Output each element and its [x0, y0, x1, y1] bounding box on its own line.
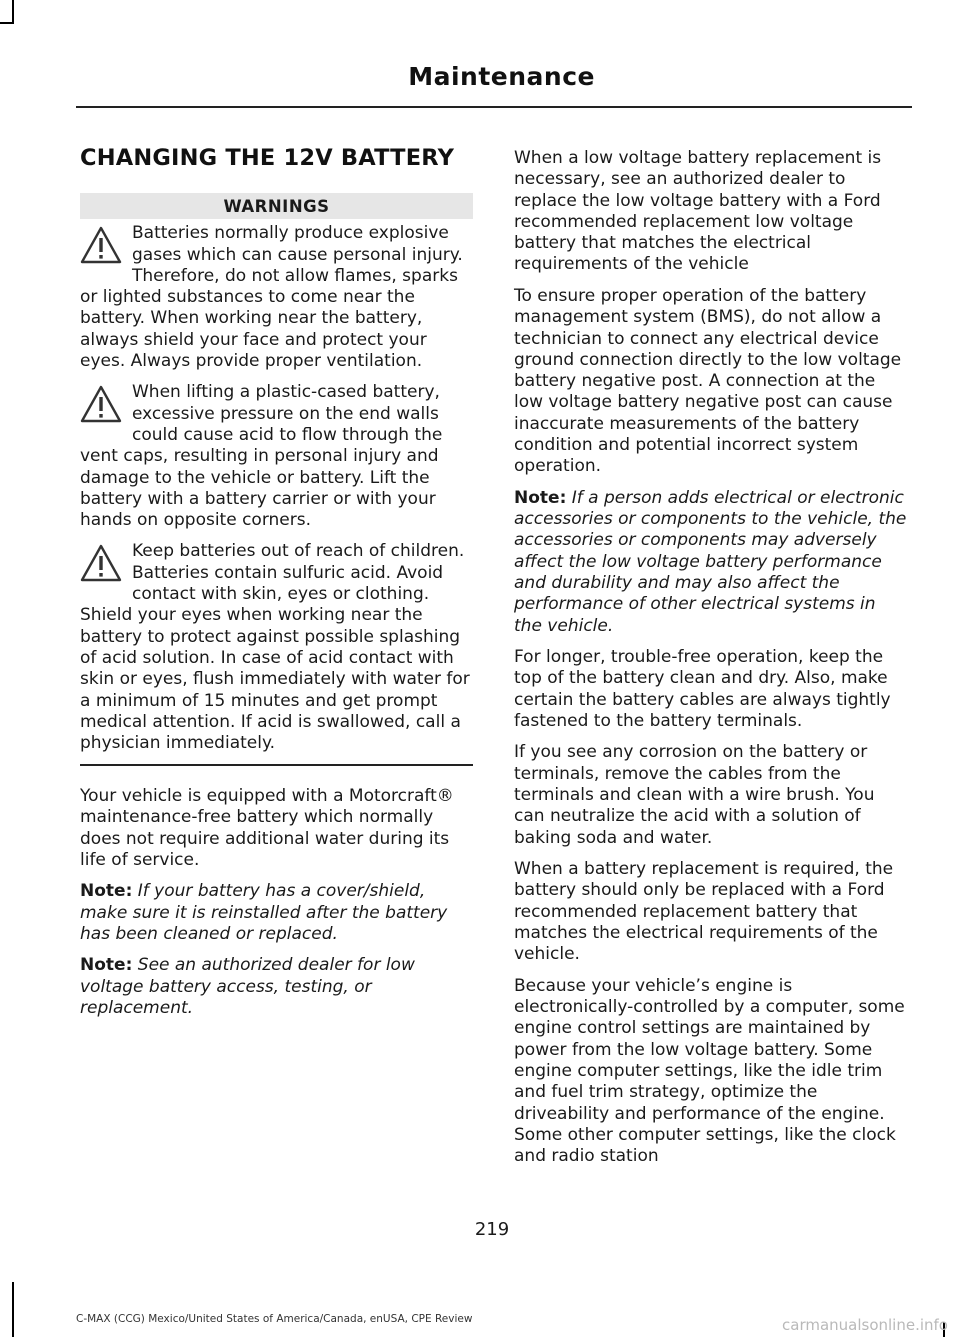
warnings-end-rule — [80, 764, 473, 766]
note-paragraph — [514, 488, 907, 637]
warning-item — [80, 223, 473, 372]
note-text: If your battery has a cover/shield, make sure it is reinstalled after the battery has been cleaned or replaced. — [80, 881, 448, 944]
crop-mark-top-left-v — [12, 0, 14, 24]
warnings-heading: WARNINGS — [80, 193, 473, 219]
body-paragraph: Because your vehicle’s engine is electronically-controlled by a computer, some engine control settings are maintained by power from the low voltage battery. Some engine computer settings, like the idle trim and fuel trim strategy, optimize the driveability and performance of the engine. Some other computer settings, like the clock and radio station — [514, 975, 905, 1167]
note-text: See an authorized dealer for low voltage battery access, testing, or replacement. — [80, 955, 415, 1018]
crop-mark-top-left-h — [0, 22, 14, 24]
warning-item — [80, 541, 473, 754]
note-paragraph — [80, 955, 473, 1019]
note-label: Note: — [80, 955, 133, 976]
warning-triangle-icon — [80, 382, 132, 432]
body-paragraph: To ensure proper operation of the battery management system (BMS), do not allow a technician to connect any electrical device ground connection directly to the low voltage battery negative post. A connection at the low voltage battery negative post can cause inaccurate measurements of the battery condition and potential incorrect system operation. — [514, 285, 902, 477]
warning-text: Keep batteries out of reach of children. Batteries contain sulfuric acid. Avoid contact with skin, eyes or clothing. Shield your eyes when working near the battery to protect against possible splashing of acid solution. In case of acid contact with skin or eyes, flush immediately with water for a minimum of 15 minutes and get prompt medical attention. If acid is swallowed, call a physician immediately. — [80, 541, 470, 754]
note-label: Note: — [514, 487, 567, 508]
body-paragraph: When a low voltage battery replacement is necessary, see an authorized dealer to replace the low voltage battery with a Ford recommended replacement low voltage battery that matches the electrical requirements of the vehicle — [514, 148, 882, 275]
note-label: Note: — [80, 881, 133, 902]
body-paragraph: Your vehicle is equipped with a Motorcraft® maintenance-free battery which normally does not require additional water during its life of service. — [80, 785, 454, 870]
crop-mark-bottom-left-v — [12, 1282, 14, 1337]
warning-triangle-icon — [80, 541, 132, 591]
chapter-title: CHANGING THE 12V BATTERY — [80, 145, 455, 171]
note-text: If a person adds electrical or electronic accessories or components to the vehicle, the accessories or components may adversely affect the low voltage battery performance and durability and may also affect the performance of other electrical systems in the vehicle. — [514, 487, 907, 636]
warning-triangle-icon — [80, 223, 132, 273]
warning-item — [80, 382, 473, 531]
warning-text: When lifting a plastic-cased battery, excessive pressure on the end walls could cause acid to flow through the vent caps, resulting in personal injury and damage to the vehicle or battery. Lift the battery with a battery carrier or with your hands on opposite corners. — [80, 382, 443, 531]
page-section-title: Maintenance — [408, 62, 595, 91]
right-column — [514, 148, 907, 1178]
warning-text: Batteries normally produce explosive gases which can cause personal injury. Therefore, do not allow flames, sparks or lighted substances to come near the battery. When working near the battery, always shield your face and protect your eyes. Always provide proper ventilation. — [80, 223, 463, 372]
note-paragraph — [80, 881, 473, 945]
header-rule — [76, 106, 912, 108]
left-column — [80, 140, 473, 1029]
page-number: 219 — [474, 1219, 510, 1240]
body-paragraph: When a battery replacement is required, the battery should only be replaced with a Ford recommended replacement battery that matches the electrical requirements of the vehicle. — [514, 859, 894, 965]
document-info: C-MAX (CCG) Mexico/United States of America/Canada, enUSA, CPE Review — [76, 1313, 473, 1325]
body-paragraph: If you see any corrosion on the battery or terminals, remove the cables from the terminals and clean with a wire brush. You can neutralize the acid with a solution of baking soda and water. — [514, 742, 875, 848]
body-paragraph: For longer, trouble-free operation, keep the top of the battery clean and dry. Also, make certain the battery cables are always tightly fastened to the battery terminals. — [514, 647, 891, 731]
watermark-link[interactable]: carmanualsonline.info — [782, 1316, 948, 1334]
